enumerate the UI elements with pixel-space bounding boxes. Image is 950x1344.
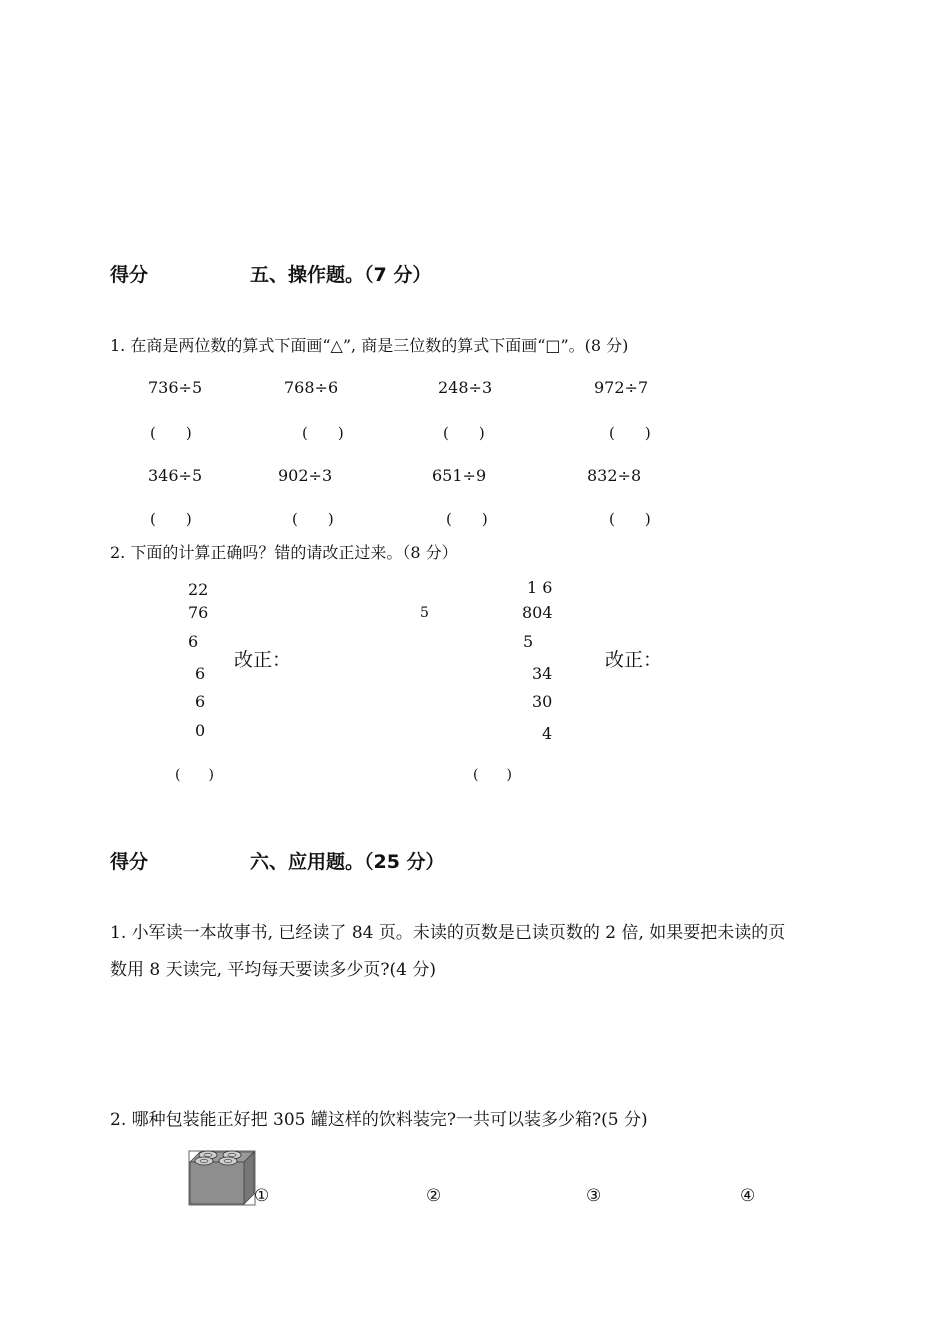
score-label: 得分 <box>110 264 149 286</box>
option-marker[interactable]: ③ <box>586 1186 602 1206</box>
option-marker[interactable]: ④ <box>740 1186 756 1206</box>
expression: 346÷5 <box>148 466 203 485</box>
calc-digit: 30 <box>532 692 553 711</box>
calc-digit: 4 <box>542 724 553 743</box>
calc-digit: 22 <box>188 580 209 599</box>
expression: 248÷3 <box>438 378 493 397</box>
calc-digit: 34 <box>532 664 553 683</box>
answer-blank[interactable]: ( ) <box>446 510 488 528</box>
answer-blank[interactable]: ( ) <box>609 510 651 528</box>
expression: 832÷8 <box>587 466 642 485</box>
calc-digit: 5 <box>523 632 534 651</box>
question-text: 数用 8 天读完, 平均每天要读多少页?(4 分) <box>110 960 437 980</box>
answer-blank[interactable]: ( ) <box>175 767 214 783</box>
calc-digit: 6 <box>195 692 206 711</box>
answer-blank[interactable]: ( ) <box>443 424 485 442</box>
calc-digit: 6 <box>188 632 199 651</box>
correction-label: 改正： <box>234 649 292 671</box>
calc-digit: 5 <box>420 605 429 621</box>
answer-blank[interactable]: ( ) <box>150 510 192 528</box>
expression: 768÷6 <box>284 378 339 397</box>
calc-digit: 76 <box>188 603 209 622</box>
question-text: 1. 在商是两位数的算式下面画“△”, 商是三位数的算式下面画“□”。(8 分) <box>110 336 629 355</box>
calc-digit: 1 6 <box>527 578 553 597</box>
answer-blank[interactable]: ( ) <box>609 424 651 442</box>
calc-digit: 6 <box>195 664 206 683</box>
calc-digit: 804 <box>522 603 553 622</box>
question-text: 1. 小军读一本故事书, 已经读了 84 页。未读的页数是已读页数的 2 倍, 如果要把未读的页 <box>110 923 786 943</box>
expression: 651÷9 <box>432 466 487 485</box>
question-text: 2. 哪种包装能正好把 305 罐这样的饮料装完?一共可以装多少箱?(5 分) <box>110 1110 648 1130</box>
question-text: 2. 下面的计算正确吗？错的请改正过来。（8 分） <box>110 543 458 562</box>
section-title: 五、操作题。（7 分） <box>250 264 432 286</box>
calc-digit: 0 <box>195 721 206 740</box>
option-marker[interactable]: ① <box>254 1186 270 1206</box>
expression: 902÷3 <box>278 466 333 485</box>
score-label: 得分 <box>110 851 149 873</box>
expression: 736÷5 <box>148 378 203 397</box>
correction-label: 改正： <box>605 649 663 671</box>
can-pack-icon <box>188 1150 256 1210</box>
answer-blank[interactable]: ( ) <box>302 424 344 442</box>
answer-blank[interactable]: ( ) <box>150 424 192 442</box>
answer-blank[interactable]: ( ) <box>473 767 512 783</box>
expression: 972÷7 <box>594 378 649 397</box>
option-marker[interactable]: ② <box>426 1186 442 1206</box>
section-title: 六、应用题。（25 分） <box>250 851 445 873</box>
answer-blank[interactable]: ( ) <box>292 510 334 528</box>
